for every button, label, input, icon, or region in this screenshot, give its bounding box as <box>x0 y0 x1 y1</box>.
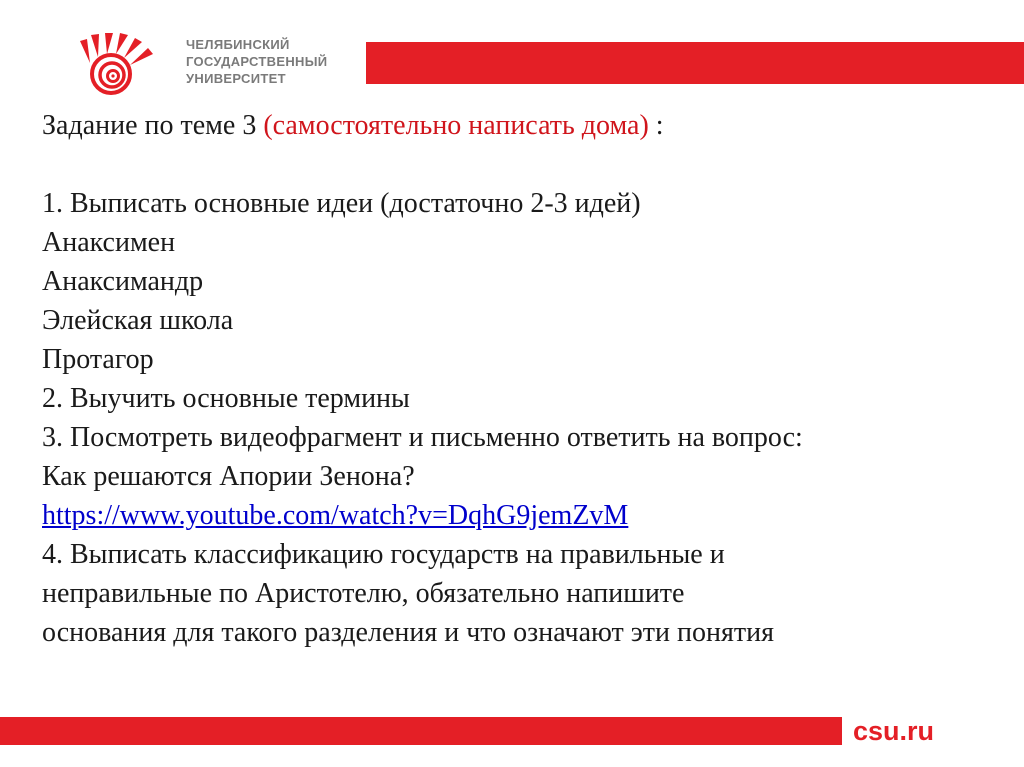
task-item-3-question: Как решаются Апории Зенона? <box>42 461 415 492</box>
philosopher-anaximander: Анаксимандр <box>42 266 204 297</box>
philosopher-protagoras: Протагор <box>42 344 154 375</box>
philosopher-eleatic-school: Элейская школа <box>42 305 234 336</box>
task-item-2: 2. Выучить основные термины <box>42 383 410 414</box>
task-heading-tail: : <box>648 110 664 141</box>
bottom-red-bar <box>0 717 842 745</box>
task-heading-accent: (самостоятельно написать дома) <box>263 110 649 141</box>
task-item-4-line-2: неправильные по Аристотелю, обязательно напишите <box>42 578 685 609</box>
blank-line <box>42 145 1012 184</box>
philosopher-anaximenes: Анаксимен <box>42 227 176 258</box>
university-name-line-1: ЧЕЛЯБИНСКИЙ <box>186 37 290 52</box>
university-name-line-3: УНИВЕРСИТЕТ <box>186 71 286 86</box>
video-link[interactable]: https://www.youtube.com/watch?v=DqhG9jemZvM <box>42 500 629 531</box>
task-text <box>42 106 1012 652</box>
task-item-4-line-3: основания для такого разделения и что означают эти понятия <box>42 617 774 648</box>
task-heading <box>42 106 1012 145</box>
task-heading-main: Задание по теме 3 <box>42 110 264 141</box>
task-item-1: 1. Выписать основные идеи (достаточно 2-3 идей) <box>42 188 641 219</box>
csu-spiral-logo-icon <box>78 33 176 95</box>
task-item-3: 3. Посмотреть видеофрагмент и письменно ответить на вопрос: <box>42 422 803 453</box>
university-name-line-2: ГОСУДАРСТВЕННЫЙ <box>186 54 328 69</box>
site-url: csu.ru <box>853 716 935 746</box>
task-item-4-line-1: 4. Выписать классификацию государств на правильные и <box>42 539 725 570</box>
university-name <box>186 36 327 87</box>
top-red-bar <box>366 42 1024 84</box>
